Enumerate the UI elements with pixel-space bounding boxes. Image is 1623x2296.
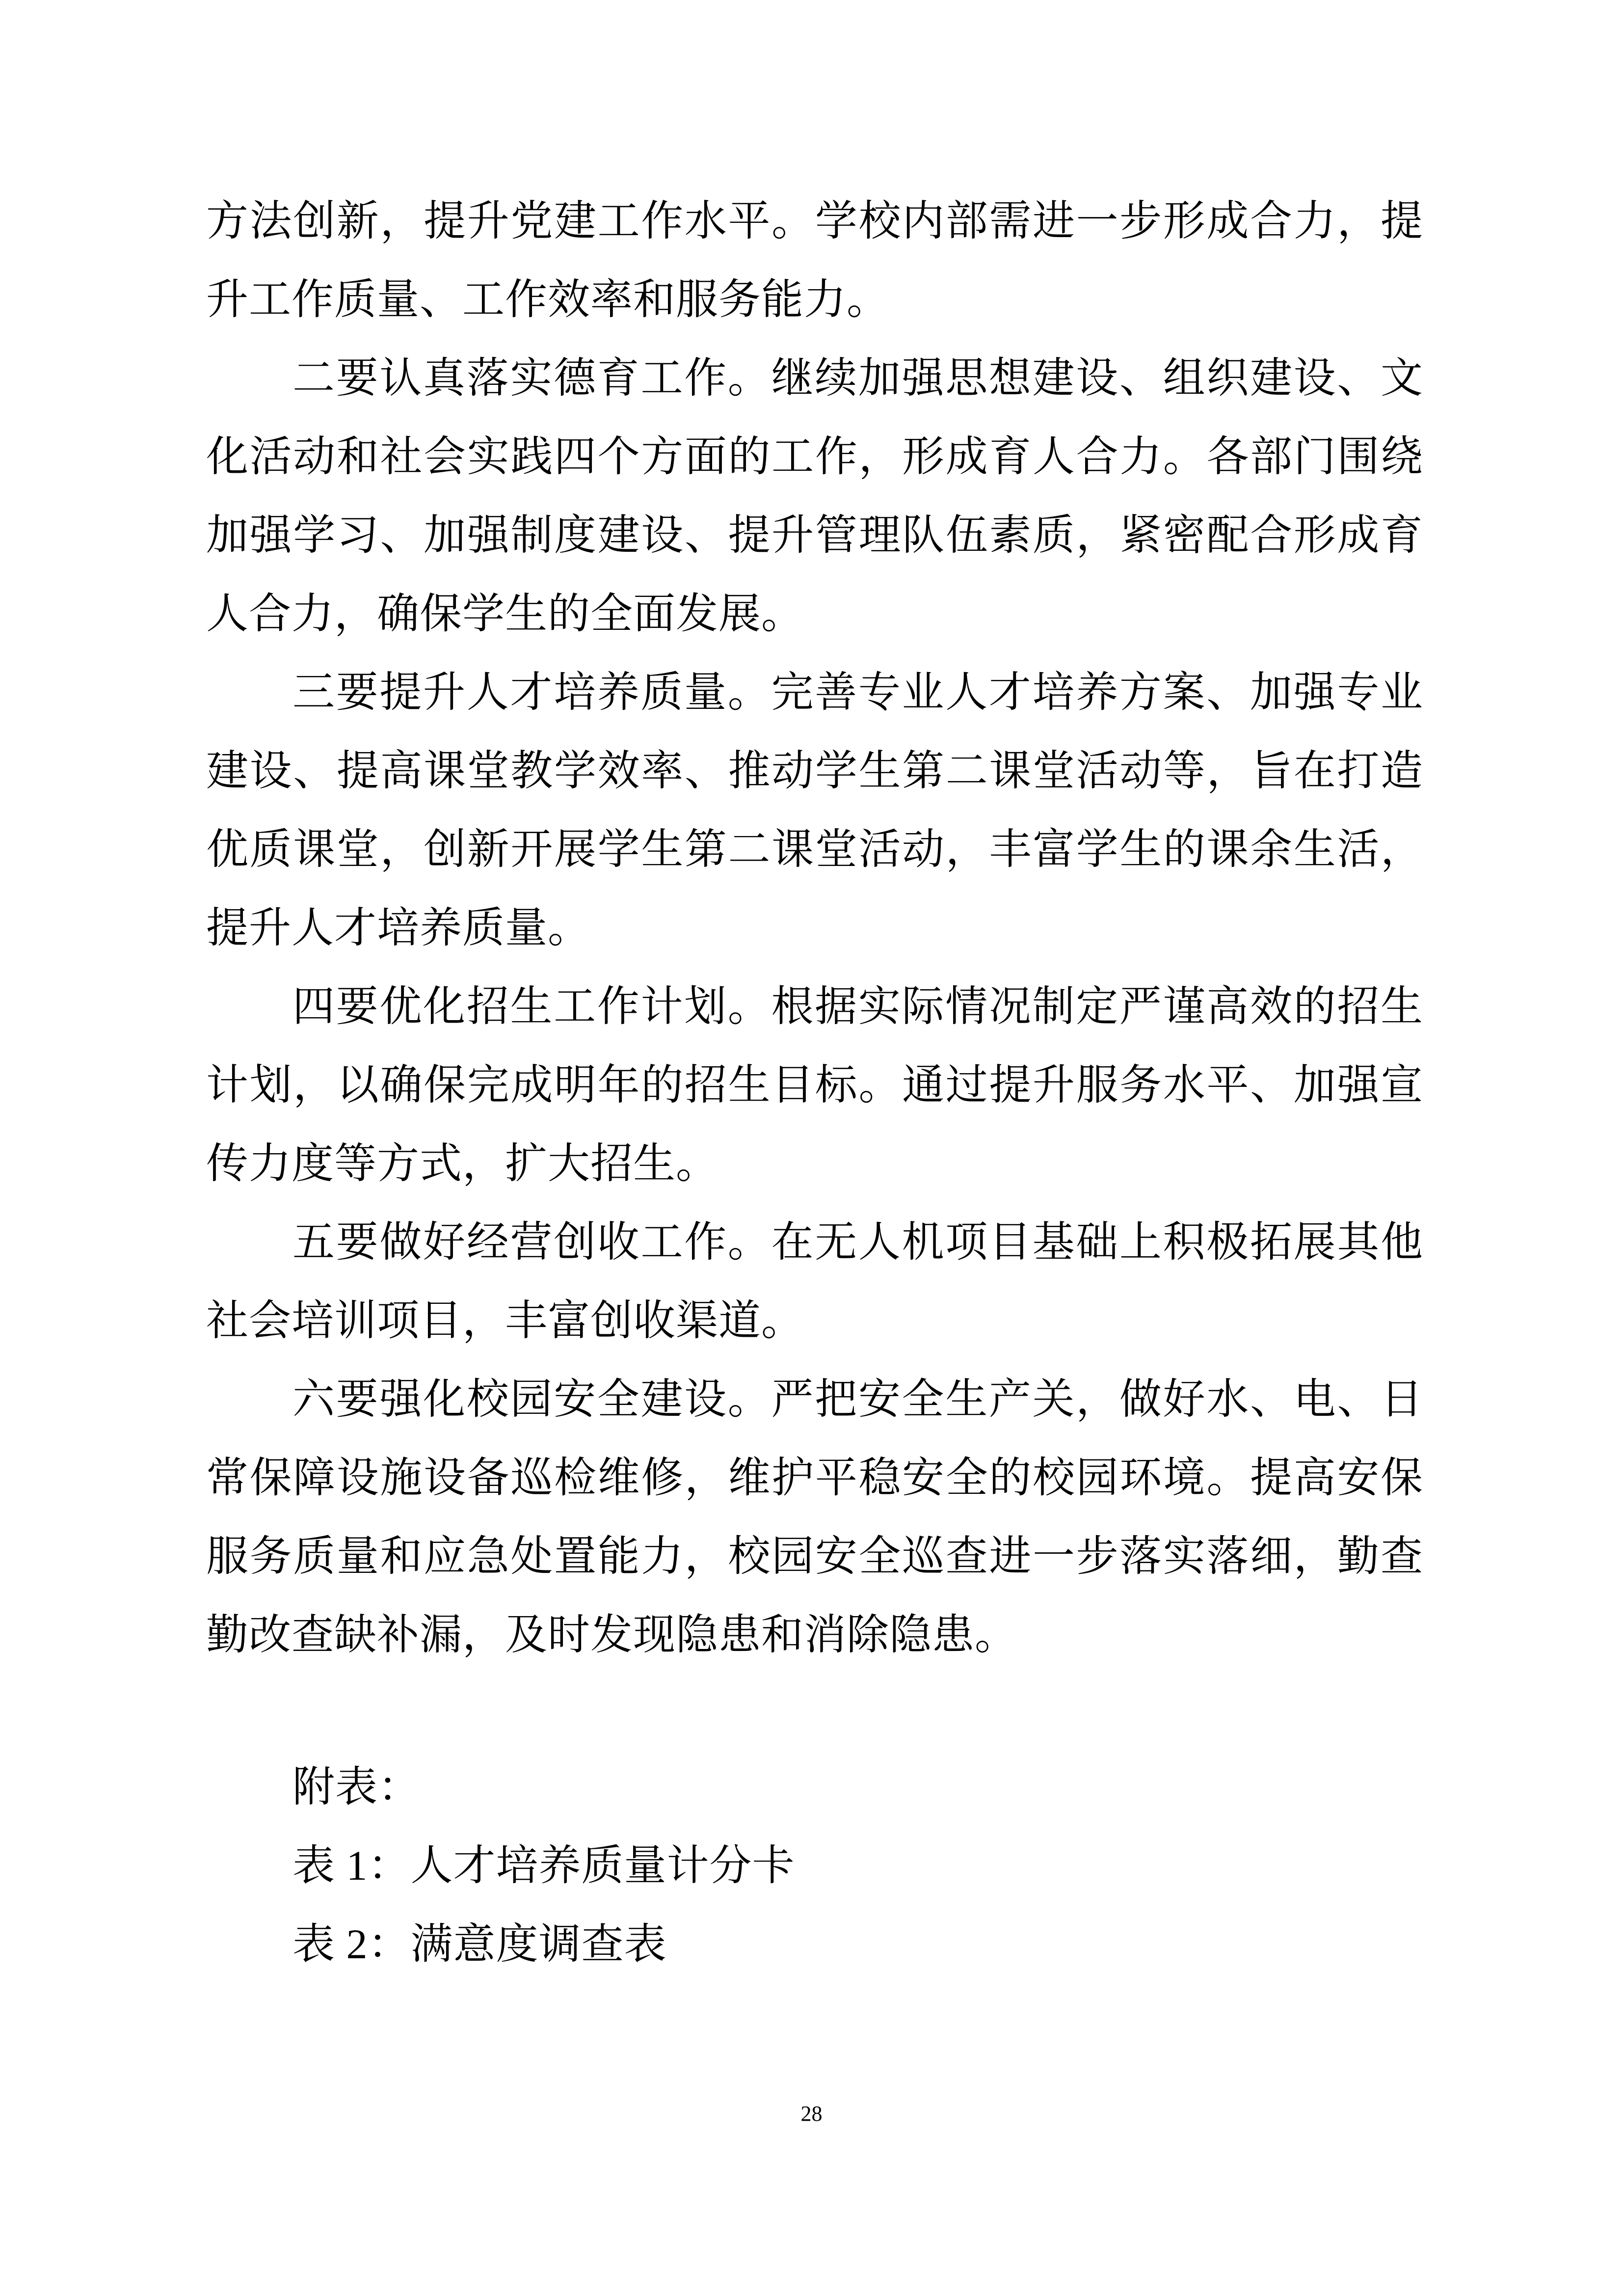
paragraph-item-six: 六要强化校园安全建设。严把安全生产关，做好水、电、日常保障设施设备巡检维修，维护平稳安全的校园环境。提高安保服务质量和应急处置能力，校园安全巡查进一步落实落细，勤查勤改查缺补漏，及时发现隐患和消除隐患。 [206,1376,1423,1658]
attachment-list [206,1748,1423,1983]
paragraph-item-five: 五要做好经营创收工作。在无人机项目基础上积极拓展其他社会培训项目，丰富创收渠道。 [206,1218,1423,1344]
paragraph-item-four: 四要优化招生工作计划。根据实际情况制定严谨高效的招生计划，以确保完成明年的招生目标。通过提升服务水平、加强宣传力度等方式，扩大招生。 [206,983,1423,1187]
section-spacer [206,1674,1423,1748]
attachment-item-1: 表 1：人才培养质量计分卡 [293,1842,795,1889]
page-content [206,182,1423,1983]
paragraph-item-two: 二要认真落实德育工作。继续加强思想建设、组织建设、文化活动和社会实践四个方面的工作，形成育人合力。各部门围绕加强学习、加强制度建设、提升管理队伍素质，紧密配合形成育人合力，确保学生的全面发展。 [206,354,1423,637]
paragraph-continued: 方法创新，提升党建工作水平。学校内部需进一步形成合力，提升工作质量、工作效率和服务能力。 [206,197,1423,323]
attachment-item-2: 表 2：满意度调查表 [293,1920,667,1968]
page-number: 28 [800,2102,823,2126]
attachment-heading: 附表： [293,1763,421,1810]
paragraph-item-three: 三要提升人才培养质量。完善专业人才培养方案、加强专业建设、提高课堂教学效率、推动学生第二课堂活动等，旨在打造优质课堂，创新开展学生第二课堂活动，丰富学生的课余生活，提升人才培养质量。 [206,669,1423,951]
